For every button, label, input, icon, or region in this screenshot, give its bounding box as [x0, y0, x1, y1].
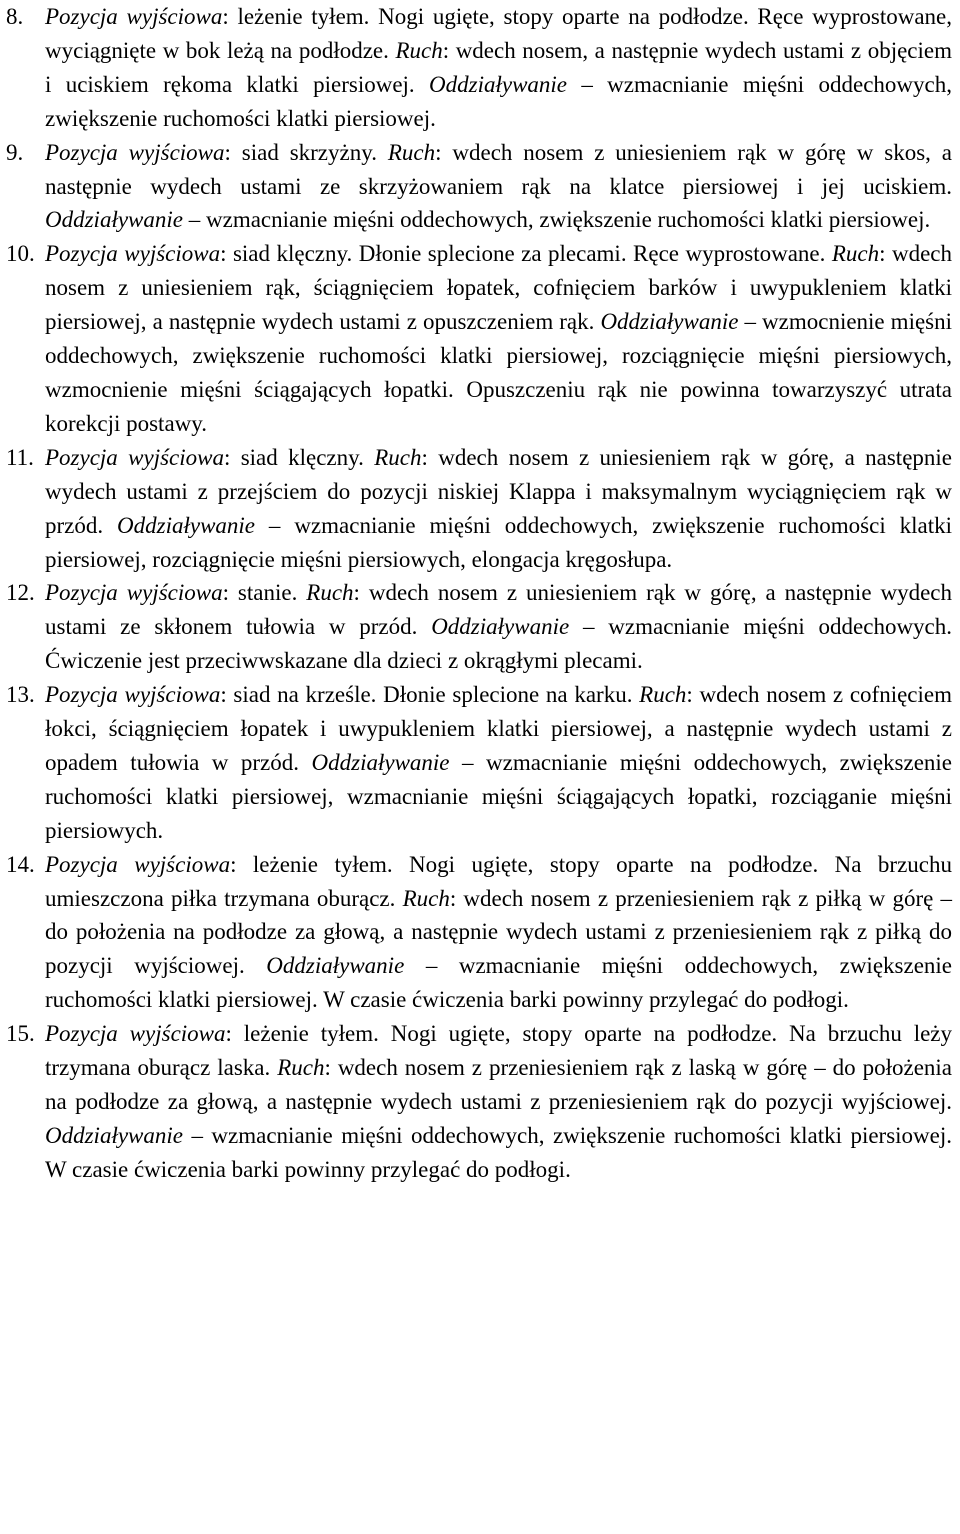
- position-text: : siad na krześle. Dłonie splecione na karku.: [220, 682, 633, 708]
- item-number: 13.: [6, 682, 35, 708]
- movement-label: Ruch: [306, 580, 354, 606]
- effect-label: Oddziaływanie: [311, 749, 450, 775]
- effect-label: Oddziaływanie: [45, 1122, 183, 1148]
- movement-text: : wdech nosem z cofnięciem łokci, ściągnięciem łopatek i uwypukleniem klatki piersiowej, a następnie wydech ustami z opadem tułowia w przód.: [45, 682, 952, 775]
- position-label: Pozycja wyjściowa: [45, 241, 221, 267]
- movement-label: Ruch: [387, 139, 436, 165]
- position-text: : siad skrzyżny.: [224, 139, 377, 165]
- item-number: 12.: [6, 580, 35, 606]
- effect-text: – wzmacnianie mięśni oddechowych, zwiększenie ruchomości klatki piersiowej. W czasie ćwiczenia barki powinny przylegać do podłogi.: [45, 953, 952, 1013]
- movement-label: Ruch: [639, 682, 687, 708]
- item-number: 9.: [6, 139, 24, 165]
- movement-label: Ruch: [831, 241, 880, 267]
- item-number: 14.: [6, 851, 35, 877]
- movement-text: : wdech nosem z uniesieniem rąk w górę, a następnie wydech ustami ze skłonem tułowia w przód.: [45, 580, 953, 640]
- exercise-item-10: [6, 237, 952, 440]
- exercise-item-13: [6, 678, 952, 848]
- effect-text: – wzmacnianie mięśni oddechowych, zwiększenie ruchomości klatki piersiowej.: [45, 71, 952, 131]
- position-text: : leżenie tyłem. Nogi ugięte, stopy oparte na podłodze. Na brzuchu leży trzymana oburącz laska.: [45, 1021, 952, 1081]
- effect-label: Oddziaływanie: [431, 614, 570, 640]
- effect-text: – wzmacnianie mięśni oddechowych, zwiększenie ruchomości klatki piersiowej.: [183, 207, 931, 233]
- exercise-item-9: [6, 136, 952, 238]
- exercise-item-15: [6, 1017, 952, 1187]
- exercise-item-14: [6, 848, 952, 1018]
- effect-label: Oddziaływanie: [45, 207, 183, 233]
- position-text: : stanie.: [222, 580, 298, 606]
- position-label: Pozycja wyjściowa: [45, 444, 224, 470]
- position-label: Pozycja wyjściowa: [45, 4, 223, 29]
- effect-label: Oddziaływanie: [266, 953, 405, 979]
- position-text: : leżenie tyłem. Nogi ugięte, stopy oparte na podłodze. Na brzuchu umieszczona piłka trzymana oburącz.: [45, 851, 952, 911]
- item-number: 10.: [6, 241, 35, 267]
- movement-text: : wdech nosem z uniesieniem rąk w górę, a następnie wydech ustami z przejściem do pozycji niskiej Klappa i maksymalnym wyciągnięciem rąk w przód.: [45, 444, 952, 538]
- exercise-item-8: [6, 0, 952, 136]
- movement-label: Ruch: [277, 1055, 325, 1081]
- effect-text: – wzmacnianie mięśni oddechowych, zwiększenie ruchomości klatki piersiowej. W czasie ćwiczenia barki powinny przylegać do podłogi.: [45, 1122, 952, 1182]
- effect-text: – wzmacnianie mięśni oddechowych. Ćwiczenie jest przeciwwskazane dla dzieci z okrągłymi plecami.: [45, 614, 953, 674]
- effect-text: – wzmocnienie mięśni oddechowych, zwiększenie ruchomości klatki piersiowej, rozciągnięcie mięśni piersiowych, wzmocnienie mięśni ściągających łopatki. Opuszczeniu rąk nie powinna towarzyszyć utrata korekcji postawy.: [45, 309, 953, 436]
- movement-text: : wdech nosem, a następnie wydech ustami z objęciem i uciskiem rękoma klatki piersiowej.: [45, 37, 952, 97]
- movement-text: : wdech nosem z uniesieniem rąk w górę w skos, a następnie wydech ustami ze skrzyżowaniem rąk na klatce piersiowej i jej uciskiem.: [45, 139, 952, 199]
- item-number: 8.: [6, 4, 24, 29]
- position-label: Pozycja wyjściowa: [45, 1021, 226, 1047]
- position-text: : siad klęczny. Dłonie splecione za plecami. Ręce wyprostowane.: [220, 241, 826, 267]
- effect-text: – wzmacnianie mięśni oddechowych, zwiększenie ruchomości klatki piersiowej, rozciągnięcie mięśni piersiowych, elongacja kręgosłupa.: [45, 512, 952, 572]
- position-label: Pozycja wyjściowa: [45, 580, 223, 606]
- movement-label: Ruch: [395, 37, 443, 63]
- position-label: Pozycja wyjściowa: [45, 682, 221, 708]
- effect-label: Oddziaływanie: [600, 309, 739, 335]
- effect-label: Oddziaływanie: [117, 512, 256, 538]
- exercise-item-11: [6, 441, 952, 577]
- effect-label: Oddziaływanie: [429, 71, 568, 97]
- movement-label: Ruch: [402, 885, 450, 911]
- position-text: : leżenie tyłem. Nogi ugięte, stopy oparte na podłodze. Ręce wyprostowane, wyciągnięte w bok leżą na podłodze.: [45, 4, 952, 63]
- item-number: 11.: [6, 444, 34, 470]
- movement-label: Ruch: [374, 444, 422, 470]
- position-label: Pozycja wyjściowa: [45, 851, 231, 877]
- position-label: Pozycja wyjściowa: [45, 139, 225, 165]
- exercise-item-12: [6, 576, 952, 678]
- movement-text: : wdech nosem z przeniesieniem rąk z laską w górę – do położenia na podłodze za głową, a następnie wydech ustami z przeniesieniem rąk do pozycji wyjściowej.: [45, 1055, 953, 1114]
- item-number: 15.: [6, 1021, 35, 1047]
- movement-text: : wdech nosem z przeniesieniem rąk z piłką w górę – do położenia na podłodze za głową, a następnie wydech ustami z przeniesieniem rąk z piłką do pozycji wyjściowej.: [45, 885, 953, 979]
- effect-text: – wzmacnianie mięśni oddechowych, zwiększenie ruchomości klatki piersiowej, wzmacnianie mięśni ściągających łopatki, rozciąganie mięśni piersiowych.: [45, 749, 953, 843]
- movement-text: : wdech nosem z uniesieniem rąk, ściągnięciem łopatek, cofnięciem barków i uwypukleniem klatki piersiowej, a następnie wydech ustami z opuszczeniem rąk.: [45, 241, 953, 335]
- position-text: : siad klęczny.: [223, 444, 364, 470]
